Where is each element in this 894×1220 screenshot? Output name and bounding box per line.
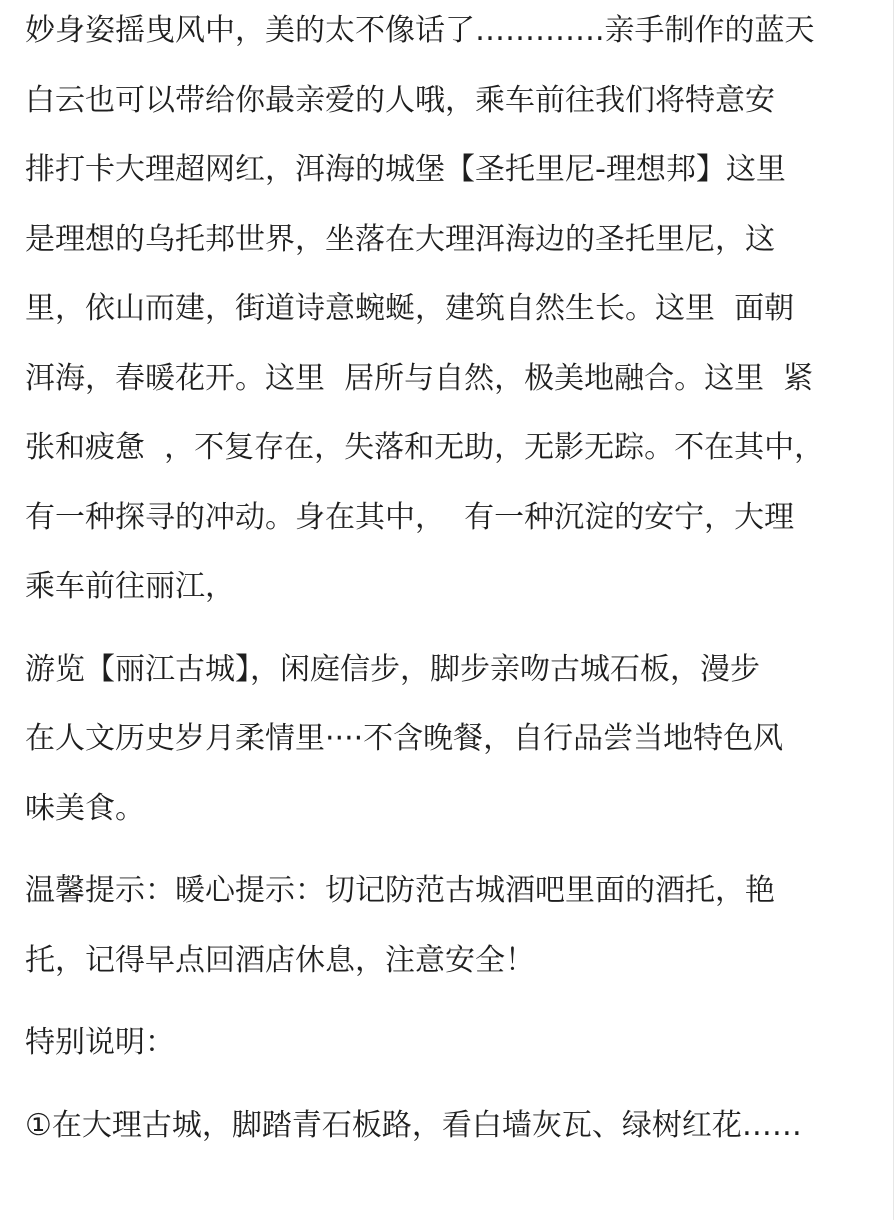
paragraph-note-1 xyxy=(25,1091,867,1161)
text-line: 乘车前往丽江， xyxy=(25,569,235,604)
text-line: 托，记得早点回酒店休息，注意安全！ xyxy=(25,942,535,978)
text-line: 洱海，春暖花开。这里 居所与自然，极美地融合。这里 紧 xyxy=(25,360,814,396)
text-line: 妙身姿摇曳风中，美的太不像话了………….亲手制作的蓝天 xyxy=(25,13,815,48)
text-line: 里，依山而建，街道诗意蜿蜒，建筑自然生长。这里 面朝 xyxy=(25,291,795,326)
paragraph-warm-tips xyxy=(25,856,867,995)
text-line: 游览【丽江古城】，闲庭信步，脚步亲吻古城石板，漫步 xyxy=(25,651,760,687)
paragraph-spacer xyxy=(25,622,867,635)
text-line: ①在大理古城，脚踏青石板路，看白墙灰瓦、绿树红花…… xyxy=(25,1107,802,1143)
text-line: 味美食。 xyxy=(25,790,145,826)
paragraph-spacer xyxy=(25,995,867,1008)
text-line: 特别说明： xyxy=(25,1025,175,1060)
text-line: 张和疲惫 ，不复存在，失落和无助，无影无踪。不在其中， xyxy=(25,430,825,465)
paragraph-lijiang-old-town xyxy=(25,635,867,844)
text-line: 排打卡大理超网红，洱海的城堡【圣托里尼-理想邦】这里 xyxy=(25,152,786,187)
article-body xyxy=(25,0,867,1160)
text-line: 温馨提示：暖心提示：切记防范古城酒吧里面的酒托，艳 xyxy=(25,873,775,908)
text-line: 在人文历史岁月柔情里····不含晚餐，自行品尝当地特色风 xyxy=(25,721,784,756)
text-line: 白云也可以带给你最亲爱的人哦，乘车前往我们将特意安 xyxy=(25,82,775,118)
text-line: 是理想的乌托邦世界，坐落在大理洱海边的圣托里尼，这 xyxy=(25,221,775,257)
text-line: 有一种探寻的冲动。身在其中， 有一种沉淀的安宁，大理 xyxy=(25,499,795,535)
paragraph-special-notes-heading xyxy=(25,1008,867,1078)
paragraph-spacer xyxy=(25,843,867,856)
paragraph-dali-santorini xyxy=(25,0,867,622)
paragraph-spacer xyxy=(25,1078,867,1091)
